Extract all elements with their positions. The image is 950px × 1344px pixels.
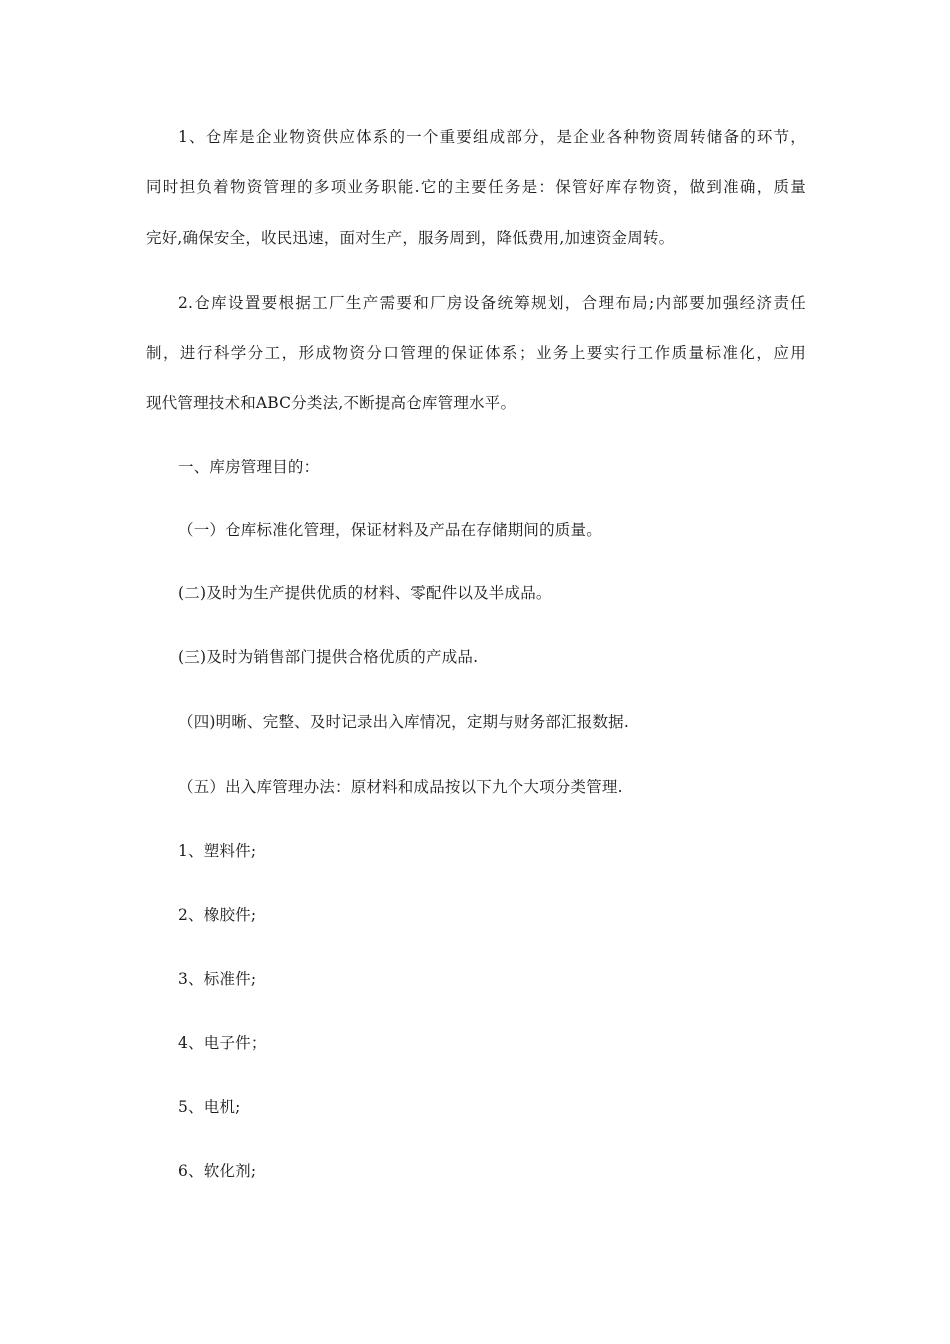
section-heading: 一、库房管理目的： xyxy=(178,458,320,476)
paragraph-2-line-3: 现代管理技术和ABC分类法,不断提高仓库管理水平。 xyxy=(146,394,517,412)
category-item: 3、标准件; xyxy=(178,970,257,988)
objective-item: （四)明晰、完整、及时记录出入库情况，定期与财务部汇报数据. xyxy=(178,713,629,731)
category-item: 1、塑料件; xyxy=(178,842,257,860)
category-item: 5、电机; xyxy=(178,1098,241,1116)
category-item: 2、橡胶件; xyxy=(178,906,257,924)
paragraph-2-line-1: 2.仓库设置要根据工厂生产需要和厂房设备统筹规划，合理布局;内部要加强经济责任 xyxy=(178,294,806,312)
objective-item: （一）仓库标准化管理，保证材料及产品在存储期间的质量。 xyxy=(178,521,602,539)
objective-item: （五）出入库管理办法：原材料和成品按以下九个大项分类管理. xyxy=(178,778,623,796)
paragraph-1-line-1: 1、仓库是企业物资供应体系的一个重要组成部分，是企业各种物资周转储备的环节， xyxy=(178,128,806,146)
objective-item: (三)及时为销售部门提供合格优质的产成品. xyxy=(178,648,479,666)
category-item: 6、软化剂; xyxy=(178,1162,257,1180)
paragraph-1-line-3: 完好,确保安全，收民迅速，面对生产，服务周到，降低费用,加速资金周转。 xyxy=(146,229,675,247)
paragraph-2-line-2: 制，进行科学分工，形成物资分口管理的保证体系；业务上要实行工作质量标准化，应用 xyxy=(146,344,806,362)
objective-item: (二)及时为生产提供优质的材料、零配件以及半成品。 xyxy=(178,584,552,602)
category-item: 4、电子件； xyxy=(178,1034,267,1052)
paragraph-1-line-2: 同时担负着物资管理的多项业务职能.它的主要任务是：保管好库存物资，做到准确，质量 xyxy=(146,178,806,196)
